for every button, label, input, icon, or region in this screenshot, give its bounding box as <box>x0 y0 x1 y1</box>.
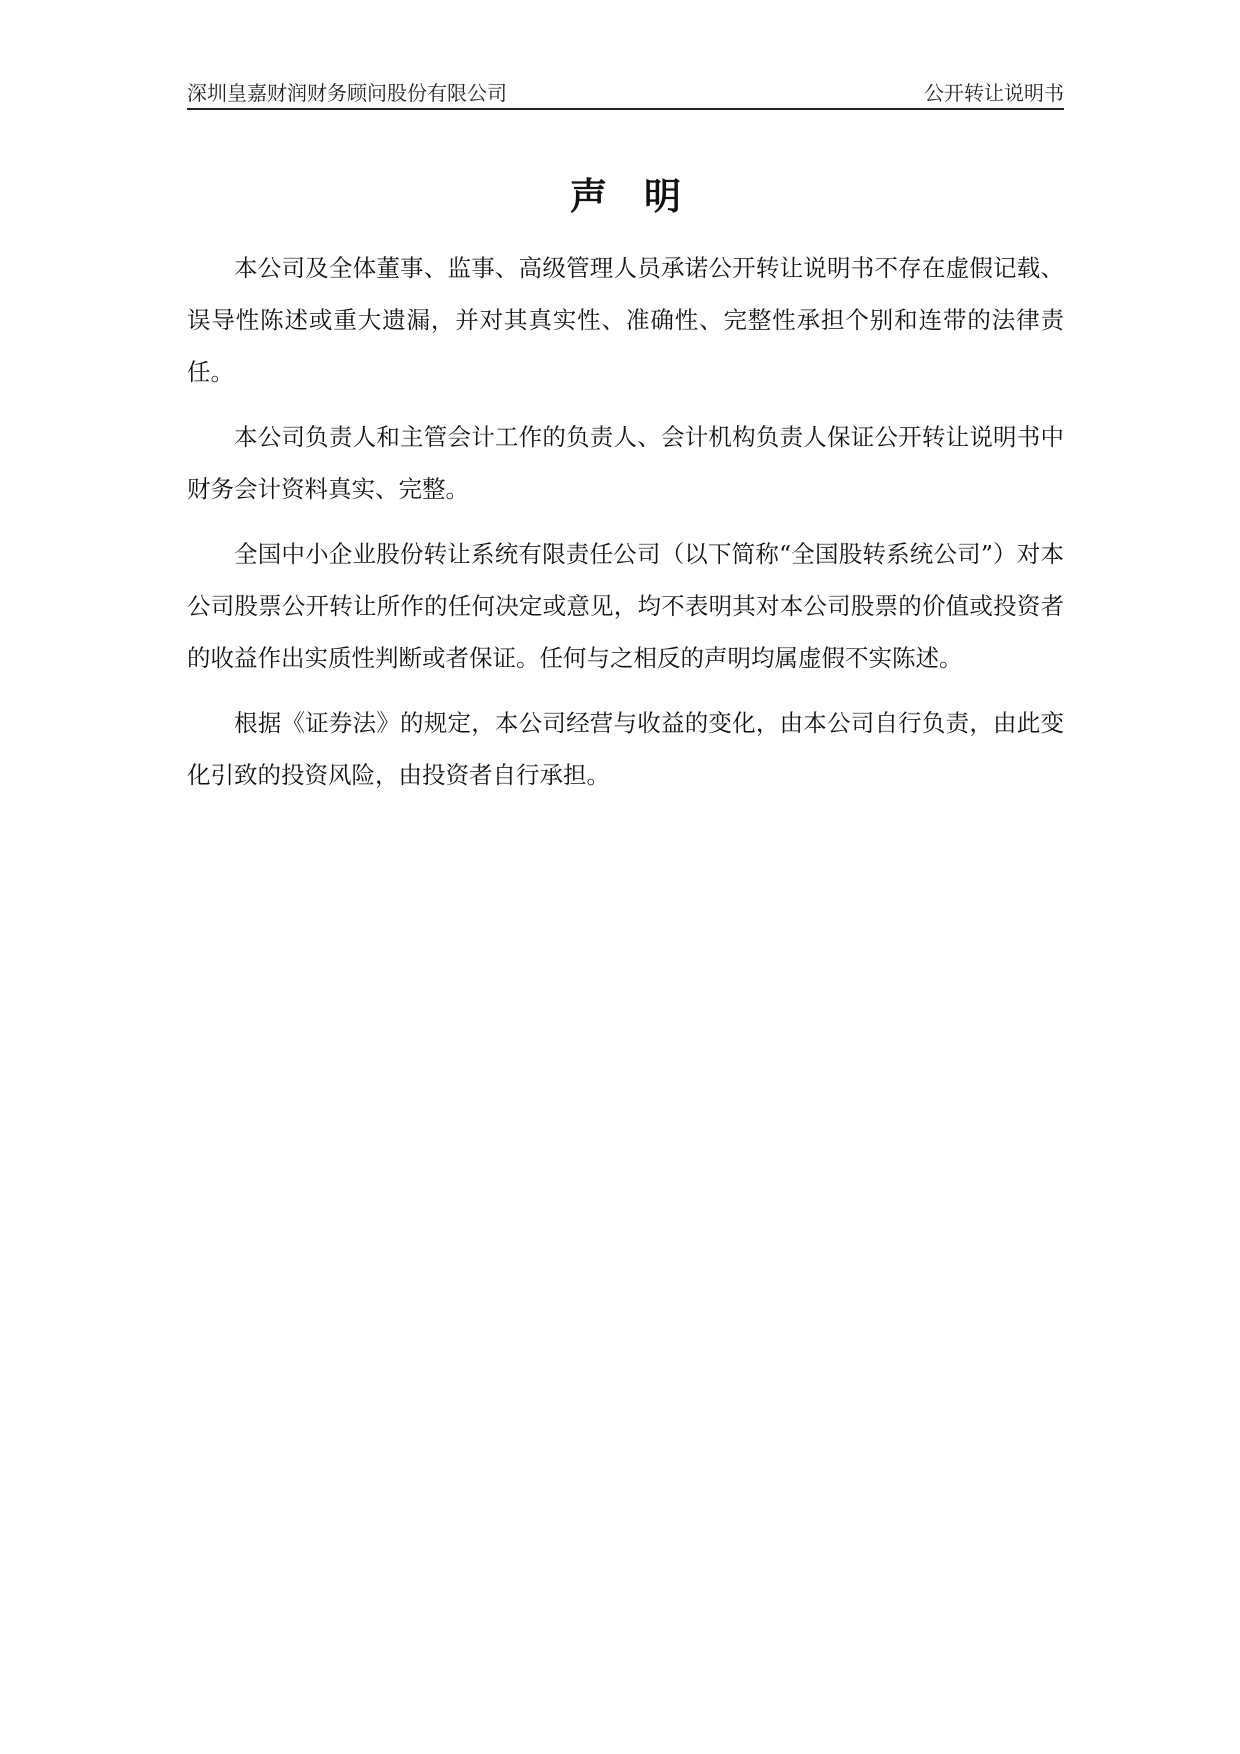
declaration-paragraph-4: 根据《证券法》的规定，本公司经营与收益的变化，由本公司自行负责，由此变化引致的投资风险，由投资者自行承担。 <box>187 709 1064 789</box>
declaration-paragraph-1: 本公司及全体董事、监事、高级管理人员承诺公开转让说明书不存在虚假记载、误导性陈述或重大遗漏，并对其真实性、准确性、完整性承担个别和连带的法律责任。 <box>187 254 1064 386</box>
header-document-type: 公开转让说明书 <box>924 81 1064 105</box>
declaration-body <box>187 242 1064 814</box>
running-header <box>187 76 1064 110</box>
declaration-paragraph-3: 全国中小企业股份转让系统有限责任公司（以下简称“全国股转系统公司”）对本公司股票公开转让所作的任何决定或意见，均不表明其对本公司股票的价值或投资者的收益作出实质性判断或者保证。任何与之相反的声明均属虚假不实陈述。 <box>187 540 1064 672</box>
declaration-title: 声 明 <box>570 174 681 218</box>
header-company-name: 深圳皇嘉财润财务顾问股份有限公司 <box>187 81 507 105</box>
declaration-paragraph-2: 本公司负责人和主管会计工作的负责人、会计机构负责人保证公开转让说明书中财务会计资料真实、完整。 <box>187 423 1064 503</box>
